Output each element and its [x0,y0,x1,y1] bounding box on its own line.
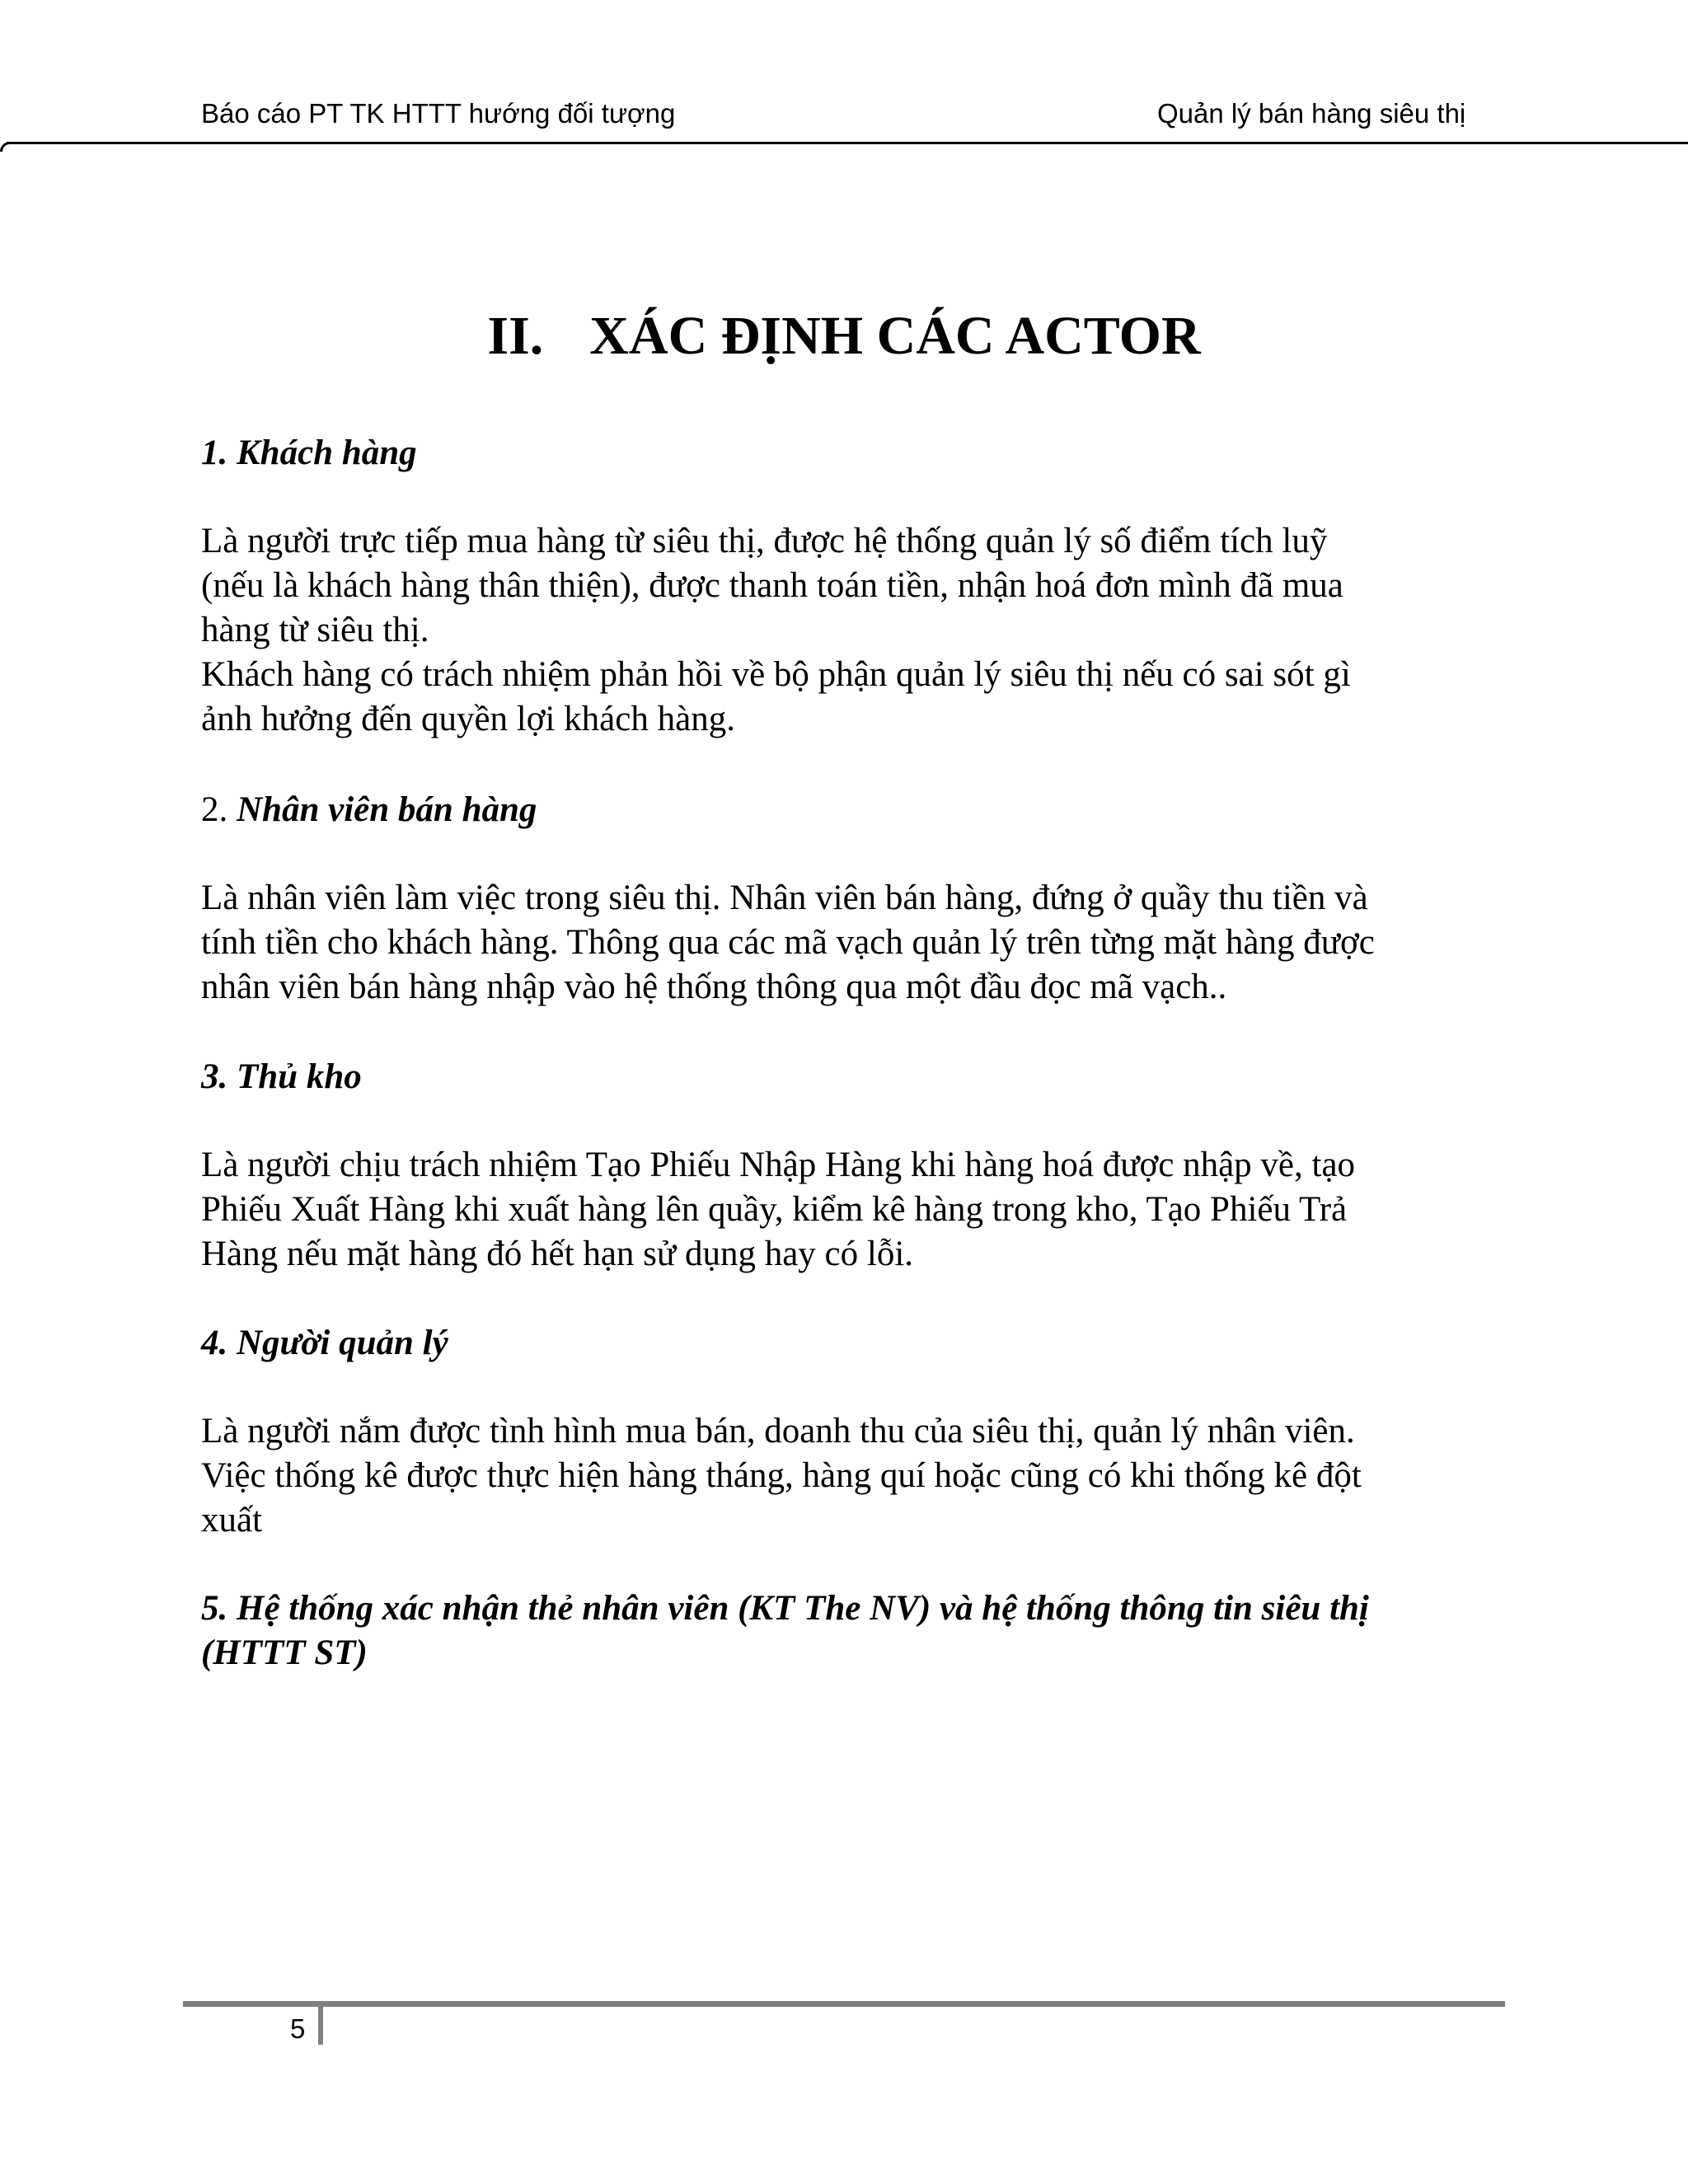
section-heading-khach-hang: 1. Khách hàng [201,434,417,472]
footer-rule-tick [318,2007,323,2045]
section-heading-thu-kho: 3. Thủ kho [201,1057,362,1096]
page-title [0,303,1688,369]
page-title-text: XÁC ĐỊNH CÁC ACTOR [589,306,1201,366]
section-heading-line: (HTTT ST) [201,1633,368,1672]
paragraph-line: Là người nắm được tình hình mua bán, doanh thu của siêu thị, quản lý nhân viên. [201,1412,1355,1451]
header-right-title: Quản lý bán hàng siêu thị [1157,98,1466,129]
section-body-nguoi-quan-ly [201,1409,1569,1543]
header-left-title: Báo cáo PT TK HTTT hướng đối tượng [201,98,676,129]
section-heading-he-thong [201,1586,1369,1675]
paragraph-line: (nếu là khách hàng thân thiện), được thanh toán tiền, nhận hoá đơn mình đã mua [201,566,1343,605]
paragraph-line: Là người trực tiếp mua hàng từ siêu thị, được hệ thống quản lý số điểm tích luỹ [201,522,1328,560]
section-body-khach-hang [201,519,1569,742]
paragraph-line: Là người chịu trách nhiệm Tạo Phiếu Nhập Hàng khi hàng hoá được nhập về, tạo [201,1146,1356,1184]
page-title-number: II. [487,306,544,366]
paragraph-line: nhân viên bán hàng nhập vào hệ thống thông qua một đầu đọc mã vạch.. [201,968,1227,1006]
paragraph-line: hàng từ siêu thị. [201,611,429,649]
section-heading-line: 5. Hệ thống xác nhận thẻ nhân viên (KT The NV) và hệ thống thông tin siêu thị [201,1589,1369,1628]
paragraph-line: ảnh hưởng đến quyền lợi khách hàng. [201,700,735,738]
section-body-thu-kho [201,1143,1569,1277]
paragraph-line: tính tiền cho khách hàng. Thông qua các mã vạch quản lý trên từng mặt hàng được [201,923,1375,962]
paragraph-line: Phiếu Xuất Hàng khi xuất hàng lên quầy, kiểm kê hàng trong kho, Tạo Phiếu Trả [201,1190,1348,1229]
section-body-nhan-vien-ban-hang [201,876,1569,1010]
paragraph-line: Hàng nếu mặt hàng đó hết hạn sử dụng hay có lỗi. [201,1235,914,1273]
page-number: 5 [290,2013,306,2044]
footer-rule [183,2001,1505,2007]
section-heading-text: Nhân viên bán hàng [237,790,537,829]
paragraph-line: Là nhân viên làm việc trong siêu thị. Nhân viên bán hàng, đứng ở quầy thu tiền và [201,879,1368,917]
section-heading-nhan-vien-ban-hang [201,788,537,832]
paragraph-line: Khách hàng có trách nhiệm phản hồi về bộ phận quản lý siêu thị nếu có sai sót gì [201,655,1351,694]
paragraph-line: xuất [201,1501,263,1540]
section-heading-number: 2. [201,790,228,829]
header-rule [7,142,1688,144]
paragraph-line: Việc thống kê được thực hiện hàng tháng, hàng quí hoặc cũng có khi thống kê đột [201,1456,1362,1495]
section-heading-nguoi-quan-ly: 4. Người quản lý [201,1324,448,1362]
